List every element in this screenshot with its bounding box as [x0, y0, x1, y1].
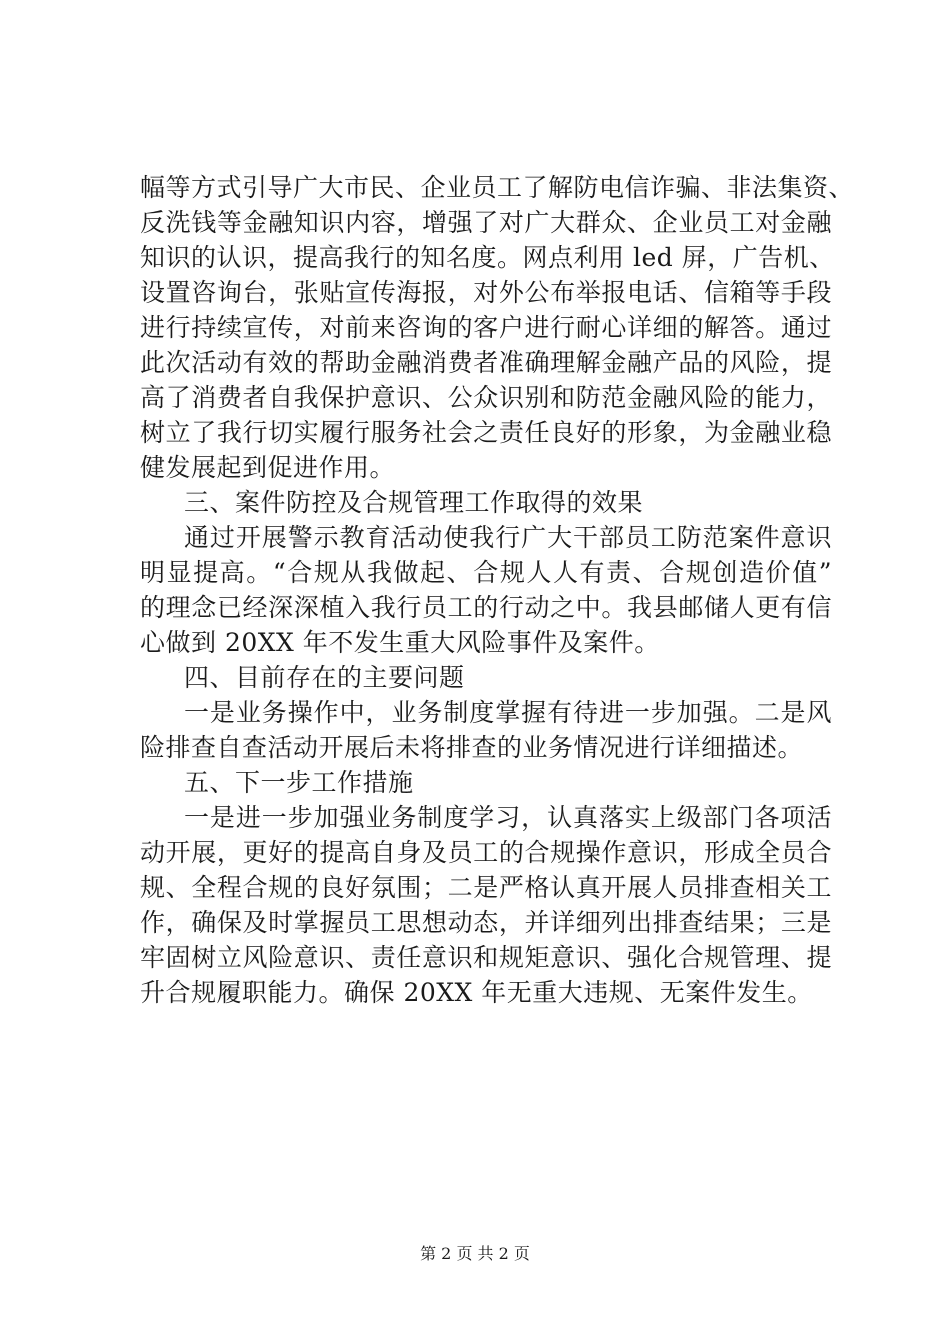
text-line: 幅等方式引导广大市民、企业员工了解防电信诈骗、非法集资、: [140, 173, 855, 202]
page-number-footer: 第 2 页 共 2 页: [420, 1244, 530, 1263]
text-line: 升合规履职能力。确保 20XX 年无重大违规、无案件发生。: [140, 978, 813, 1007]
paragraph-case-prevention: [140, 520, 832, 660]
text-line: 设置咨询台，张贴宣传海报，对外公布举报电话、信箱等手段: [140, 278, 832, 307]
text-line: 明显提高。“合规从我做起、合规人人有责、合规创造价值”: [140, 558, 832, 587]
text-line: 健发展起到促进作用。: [140, 453, 396, 482]
text-line: 动开展，更好的提高自身及员工的合规操作意识，形成全员合: [140, 838, 832, 867]
text-line: 牢固树立风险意识、责任意识和规矩意识、强化合规管理、提: [140, 943, 832, 972]
paragraph-publicity-results: [140, 170, 855, 485]
text-line: 反洗钱等金融知识内容，增强了对广大群众、企业员工对金融: [140, 208, 832, 237]
text-line: 的理念已经深深植入我行员工的行动之中。我县邮储人更有信: [140, 593, 832, 622]
text-line: 险排查自查活动开展后未将排查的业务情况进行详细描述。: [140, 733, 804, 762]
text-line: 一是业务操作中，业务制度掌握有待进一步加强。二是风: [184, 698, 832, 727]
section-heading-5: 五、下一步工作措施: [184, 768, 414, 797]
text-line: 高了消费者自我保护意识、公众识别和防范金融风险的能力，: [140, 383, 832, 412]
paragraph-main-problems: [140, 695, 832, 765]
section-heading-3: 三、案件防控及合规管理工作取得的效果: [184, 488, 644, 517]
text-line: 此次活动有效的帮助金融消费者准确理解金融产品的风险，提: [140, 348, 832, 377]
text-line: 作，确保及时掌握员工思想动态，并详细列出排查结果；三是: [140, 908, 832, 937]
text-line: 知识的认识，提高我行的知名度。网点利用 led 屏，广告机、: [140, 243, 835, 272]
text-line: 通过开展警示教育活动使我行广大干部员工防范案件意识: [184, 523, 832, 552]
text-line: 树立了我行切实履行服务社会之责任良好的形象，为金融业稳: [140, 418, 832, 447]
text-line: 一是进一步加强业务制度学习，认真落实上级部门各项活: [184, 803, 832, 832]
text-line: 规、全程合规的良好氛围；二是严格认真开展人员排查相关工: [140, 873, 832, 902]
paragraph-next-steps: [140, 800, 832, 1010]
text-line: 心做到 20XX 年不发生重大风险事件及案件。: [140, 628, 660, 657]
document-body: [140, 170, 855, 1010]
section-heading-4: 四、目前存在的主要问题: [184, 663, 465, 692]
text-line: 进行持续宣传，对前来咨询的客户进行耐心详细的解答。通过: [140, 313, 832, 342]
